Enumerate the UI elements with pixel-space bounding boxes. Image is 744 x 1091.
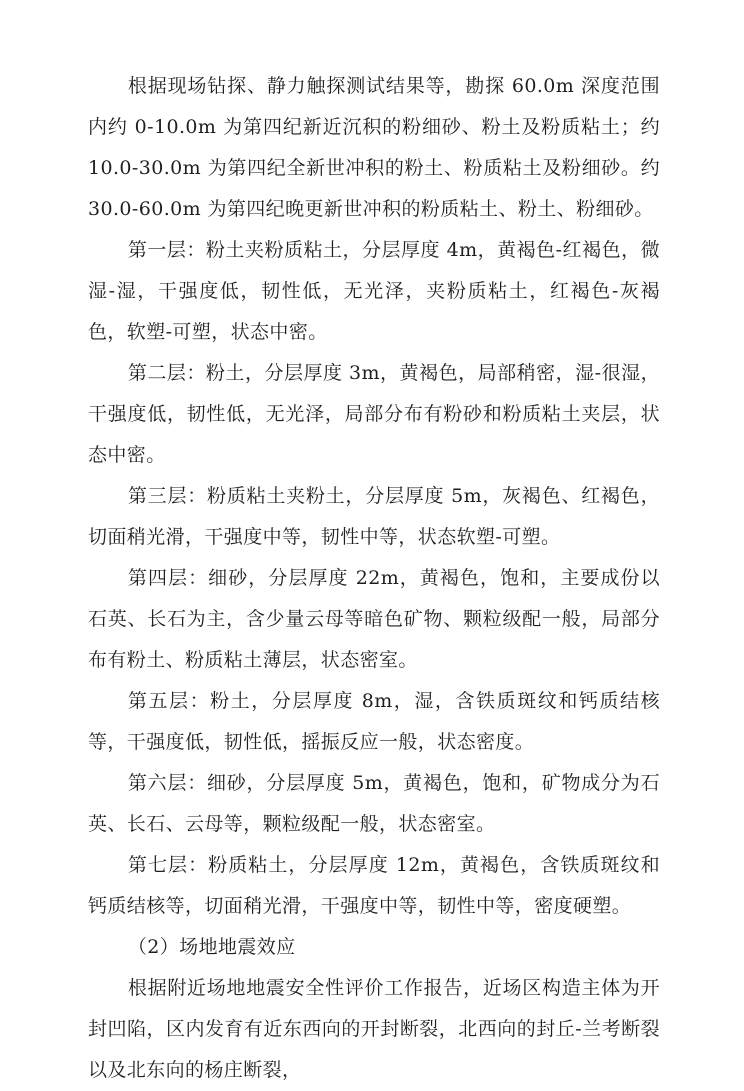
paragraph-layer-6: 第六层：细砂，分层厚度 5m，黄褐色，饱和，矿物成分为石英、长石、云母等，颗粒级配一般，状态密室。	[88, 772, 660, 835]
paragraph-strata-overview: 根据现场钻探、静力触探测试结果等，勘探 60.0m 深度范围内约 0-10.0m 为第四纪新近沉积的粉细砂、粉土及粉质粘土；约 10.0-30.0m 为第四纪全新世冲积的粉土、粉质粘土及粉细砂。约 30.0-60.0m 为第四纪晚更新世冲积的粉质粘土、粉土、粉细砂。	[88, 75, 660, 220]
paragraph-layer-4: 第四层：细砂，分层厚度 22m，黄褐色，饱和，主要成份以石英、长石为主，含少量云母等暗色矿物、颗粒级配一般，局部分布有粉土、粉质粘土薄层，状态密室。	[88, 567, 660, 671]
paragraph-layer-7: 第七层：粉质粘土，分层厚度 12m，黄褐色，含铁质斑纹和钙质结核等，切面稍光滑，干强度中等，韧性中等，密度硬塑。	[88, 854, 660, 917]
document-body	[88, 66, 660, 1091]
heading-seismic-effect: （2）场地地震效应	[127, 936, 296, 958]
paragraph-seismic-overview: 根据附近场地地震安全性评价工作报告，近场区构造主体为开封凹陷，区内发育有近东西向的开封断裂，北西向的封丘-兰考断裂以及北东向的杨庄断裂，	[88, 977, 660, 1081]
paragraph-layer-1: 第一层：粉土夹粉质粘土，分层厚度 4m，黄褐色-红褐色，微湿-湿，干强度低，韧性低，无光泽，夹粉质粘土，红褐色-灰褐色，软塑-可塑，状态中密。	[88, 239, 660, 343]
paragraph-layer-5: 第五层：粉土，分层厚度 8m，湿，含铁质斑纹和钙质结核等，干强度低，韧性低，摇振反应一般，状态密度。	[88, 690, 660, 753]
paragraph-layer-3: 第三层：粉质粘土夹粉土，分层厚度 5m，灰褐色、红褐色，切面稍光滑，干强度中等，韧性中等，状态软塑-可塑。	[88, 485, 660, 548]
paragraph-layer-2: 第二层：粉土，分层厚度 3m，黄褐色，局部稍密，湿-很湿，干强度低，韧性低，无光泽，局部分布有粉砂和粉质粘土夹层，状态中密。	[88, 362, 660, 466]
